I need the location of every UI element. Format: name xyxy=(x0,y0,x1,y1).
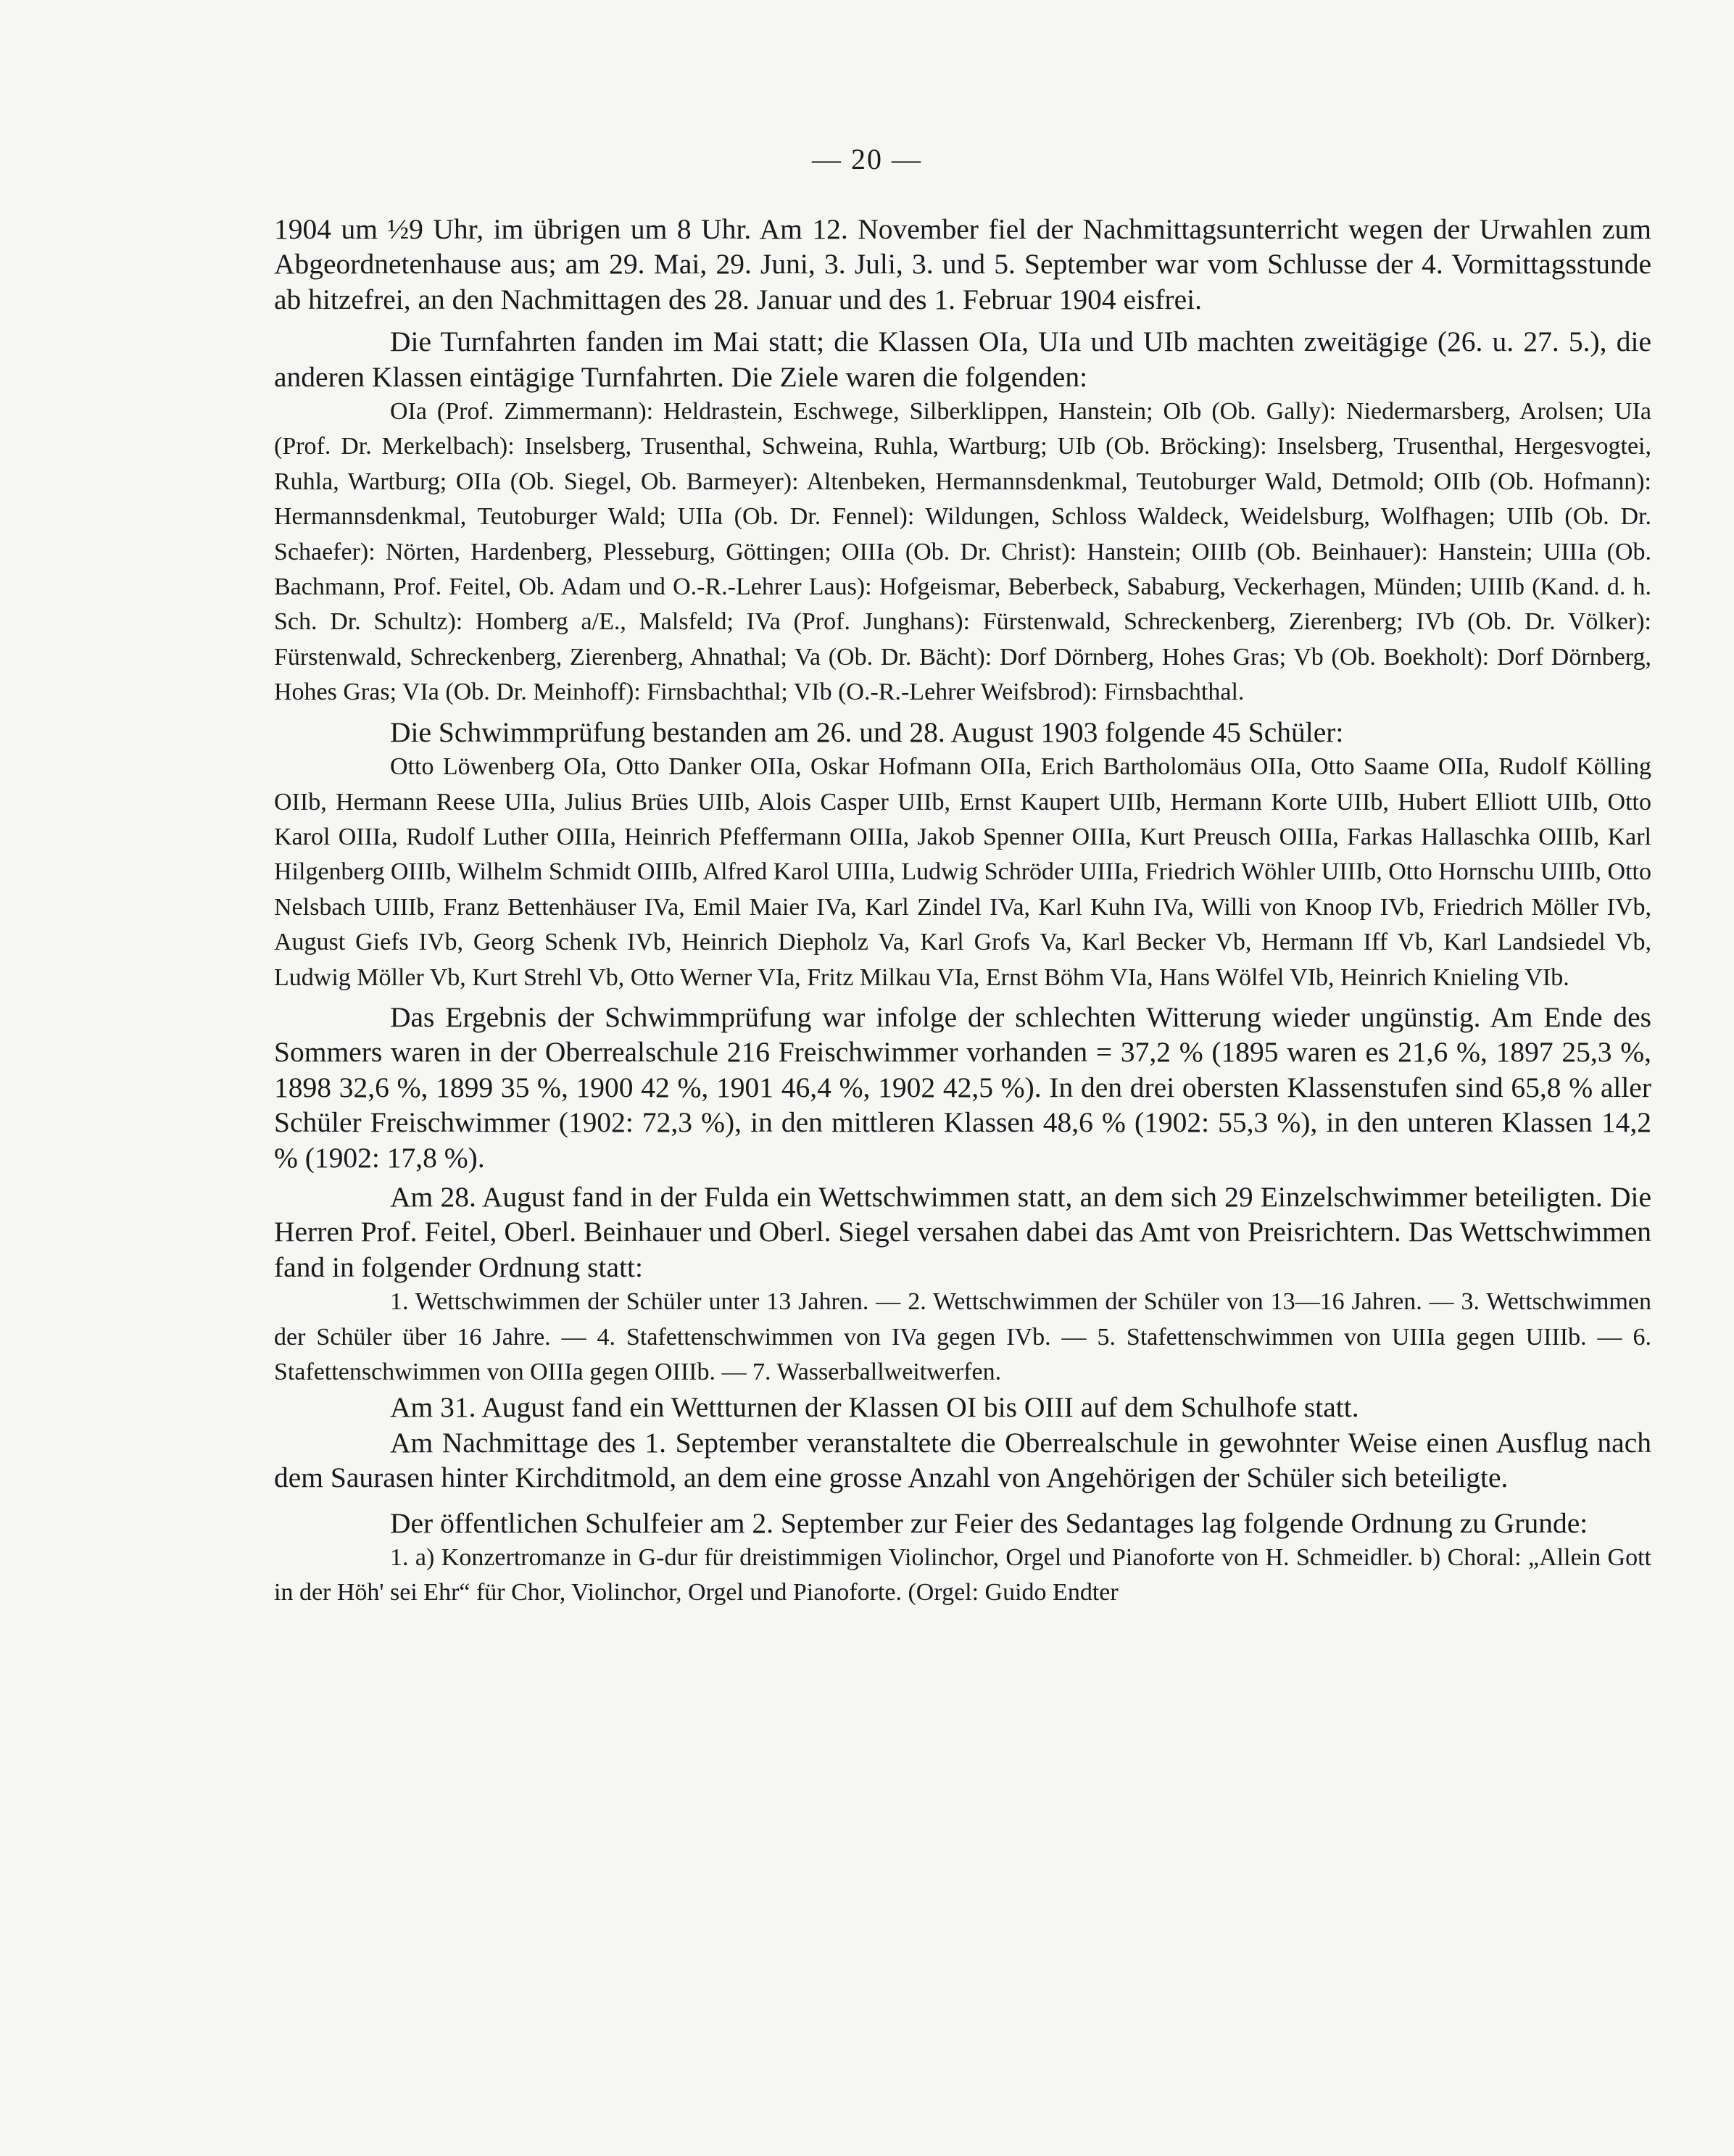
page-body xyxy=(274,212,1651,1611)
paragraph-schedule: 1904 um ½9 Uhr, im übrigen um 8 Uhr. Am 12. November fiel der Nachmittagsunterricht wegen der Urwahlen zum Abgeordnetenhause aus; am 29. Mai, 29. Juni, 3. Juli, 3. und 5. September war vom Schlusse der 4. Vormittagsstunde ab hitzefrei, an den Nachmittagen des 28. Januar und des 1. Februar 1904 eisfrei. xyxy=(274,213,1651,315)
paragraph-schwimmer-liste: Otto Löwenberg OIa, Otto Danker OIIa, Oskar Hofmann OIIa, Erich Bartholomäus OIIa, Otto Saame OIIa, Rudolf Kölling OIIb, Hermann Reese UIIa, Julius Brües UIIb, Alois Casper UIIb, Ernst Kaupert UIIb, Hermann Korte UIIb, Hubert Elliott UIIb, Otto Karol OIIIa, Rudolf Luther OIIIa, Heinrich Pfeffermann OIIIa, Jakob Spenner OIIIa, Kurt Preusch OIIIa, Farkas Hallaschka OIIIb, Karl Hilgenberg OIIIb, Wilhelm Schmidt OIIIb, Alfred Karol UIIIa, Ludwig Schröder UIIIa, Friedrich Wöhler UIIIb, Otto Hornschu UIIIb, Otto Nelsbach UIIIb, Franz Bettenhäuser IVa, Emil Maier IVa, Karl Zindel IVa, Karl Kuhn IVa, Willi von Knoop IVb, Friedrich Möller IVb, August Giefs IVb, Georg Schenk IVb, Heinrich Diepholz Va, Karl Grofs Va, Karl Becker Vb, Hermann Iff Vb, Karl Landsiedel Vb, Ludwig Möller Vb, Kurt Strehl Vb, Otto Werner VIa, Fritz Milkau VIa, Ernst Böhm VIa, Hans Wölfel VIb, Heinrich Knieling VIb. xyxy=(274,753,1651,991)
paragraph-turnfahrten-ziele: OIa (Prof. Zimmermann): Heldrastein, Eschwege, Silberklippen, Hanstein; OIb (Ob. Gally): Niedermarsberg, Arolsen; UIa (Prof. Dr. Merkelbach): Inselsberg, Trusenthal, Schweina, Ruhla, Wartburg; UIb (Ob. Bröcking): Inselsberg, Trusenthal, Hergesvogtei, Ruhla, Wartburg; OIIa (Ob. Siegel, Ob. Barmeyer): Altenbeken, Hermannsdenkmal, Teutoburger Wald, Detmold; OIIb (Ob. Hofmann): Hermannsdenkmal, Teutoburger Wald; UIIa (Ob. Dr. Fennel): Wildungen, Schloss Waldeck, Weidelsburg, Wolfhagen; UIIb (Ob. Dr. Schaefer): Nörten, Hardenberg, Plesseburg, Göttingen; OIIIa (Ob. Dr. Christ): Hanstein; OIIIb (Ob. Beinhauer): Hanstein; UIIIa (Ob. Bachmann, Prof. Feitel, Ob. Adam und O.-R.-Lehrer Laus): Hofgeismar, Beberbeck, Sababurg, Veckerhagen, Münden; UIIIb (Kand. d. h. Sch. Dr. Schultz): Homberg a/E., Malsfeld; IVa (Prof. Junghans): Fürstenwald, Schreckenberg, Zierenberg; IVb (Ob. Dr. Völker): Fürstenwald, Schreckenberg, Zierenberg, Ahnathal; Va (Ob. Dr. Bächt): Dorf Dörnberg, Hohes Gras; Vb (Ob. Boekholt): Dorf Dörnberg, Hohes Gras; VIa (Ob. Dr. Meinhoff): Firnsbachthal; VIb (O.-R.-Lehrer Weifsbrod): Firnsbachthal. xyxy=(274,398,1651,706)
paragraph-schwimmpruefung: Die Schwimmprüfung bestanden am 26. und 28. August 1903 folgende 45 Schüler: xyxy=(390,716,1344,748)
page-number: — 20 — xyxy=(812,143,922,175)
paragraph-ausflug: Am Nachmittage des 1. September veranstaltete die Oberrealschule in gewohnter Weise einen Ausflug nach dem Saurasen hinter Kirchditmold, an dem eine grosse Anzahl von Angehörigen der Schüler sich beteiligte. xyxy=(274,1426,1651,1494)
paragraph-wettschwimmen-ordnung: 1. Wettschwimmen der Schüler unter 13 Jahren. — 2. Wettschwimmen der Schüler von 13—16 Jahren. — 3. Wettschwimmen der Schüler über 16 Jahre. — 4. Stafettenschwimmen von IVa gegen IVb. — 5. Stafettenschwimmen von UIIIa gegen UIIIb. — 6. Stafettenschwimmen von OIIIa gegen OIIIb. — 7. Wasserballweitwerfen. xyxy=(274,1288,1651,1385)
paragraph-wettschwimmen: Am 28. August fand in der Fulda ein Wettschwimmen statt, an dem sich 29 Einzelschwimmer beteiligten. Die Herren Prof. Feitel, Oberl. Beinhauer und Oberl. Siegel versahen dabei das Amt von Preisrichtern. Das Wettschwimmen fand in folgender Ordnung statt: xyxy=(274,1180,1651,1283)
paragraph-turnfahrten: Die Turnfahrten fanden im Mai statt; die Klassen OIa, UIa und UIb machten zweitägige (26. u. 27. 5.), die anderen Klassen eintägige Turnfahrten. Die Ziele waren die folgenden: xyxy=(274,326,1651,393)
paragraph-schulfeier: Der öffentlichen Schulfeier am 2. September zur Feier des Sedantages lag folgende Ordnung zu Grunde: xyxy=(390,1506,1588,1539)
paragraph-schulfeier-ordnung: 1. a) Konzertromanze in G-dur für dreistimmigen Violinchor, Orgel und Pianoforte von H. Schmeidler. b) Choral: „Allein Gott in der Höh' sei Ehr“ für Chor, Violinchor, Orgel und Pianoforte. (Orgel: Guido Endter xyxy=(274,1544,1651,1606)
paragraph-wettturnen: Am 31. August fand ein Wettturnen der Klassen OI bis OIII auf dem Schulhofe statt. xyxy=(390,1391,1359,1424)
paragraph-ergebnis: Das Ergebnis der Schwimmprüfung war infolge der schlechten Witterung wieder ungünstig. Am Ende des Sommers waren in der Oberrealschule 216 Freischwimmer vorhanden = 37,2 % (1895 waren es 21,6 %, 1897 25,3 %, 1898 32,6 %, 1899 35 %, 1900 42 %, 1901 46,4 %, 1902 42,5 %). In den drei obersten Klassenstufen sind 65,8 % aller Schüler Freischwimmer (1902: 72,3 %), in den mittleren Klassen 48,6 % (1902: 55,3 %), in den unteren Klassen 14,2 % (1902: 17,8 %). xyxy=(274,1000,1651,1174)
